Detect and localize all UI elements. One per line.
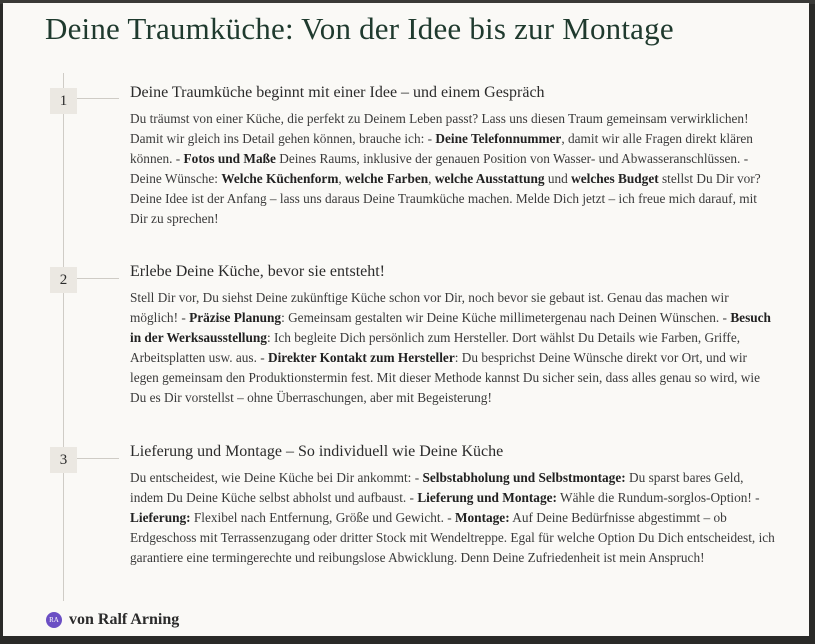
step-connector	[77, 98, 119, 99]
page-title: Deine Traumküche: Von der Idee bis zur Montage	[45, 11, 674, 46]
content-card	[3, 3, 809, 636]
body-text: stellst Du Dir vor? Deine Idee ist der Anfang – lass uns daraus Deine Traumküche machen. Melde Dich jetzt – ich freue mich darauf, mit Dir zu sprechen!	[130, 171, 761, 226]
author-avatar[interactable]: RA	[46, 612, 62, 628]
step-body	[130, 288, 778, 408]
author-byline[interactable]	[46, 611, 179, 629]
step-number-badge: 2	[50, 267, 77, 293]
emphasis-text: Lieferung und Montage:	[417, 490, 557, 505]
body-text: Auf Deine Bedürfnisse abgestimmt – ob Erdgeschoss mit Terrassenzugang oder dritter Stock mit Wendeltreppe. Egal für welche Option Du Dich entscheidest, ich garantiere eine termingerechte und reibungslose Abwicklung. Denn Deine Zufriedenheit ist mein Anspruch!	[130, 510, 775, 565]
emphasis-text: Besuch in der Werksausstellung	[130, 310, 771, 345]
step-body	[130, 109, 778, 229]
body-text: Du entscheidest, wie Deine Küche bei Dir ankommt: -	[130, 470, 423, 485]
emphasis-text: welche Farben	[345, 171, 429, 186]
step-title: Erlebe Deine Küche, bevor sie entsteht!	[130, 263, 386, 280]
body-text: Wähle die Rundum-sorglos-Option! -	[556, 490, 760, 505]
step-connector	[77, 458, 119, 459]
body-text: ,	[428, 171, 435, 186]
emphasis-text: Direkter Kontakt zum Hersteller	[268, 350, 455, 365]
step-connector	[77, 278, 119, 279]
emphasis-text: Selbstabholung und Selbstmontage:	[422, 470, 626, 485]
emphasis-text: Deine Telefonnummer	[435, 131, 562, 146]
emphasis-text: Lieferung:	[130, 510, 191, 525]
emphasis-text: welches Budget	[571, 171, 659, 186]
emphasis-text: Montage:	[454, 510, 510, 525]
emphasis-text: welche Ausstattung	[434, 171, 545, 186]
emphasis-text: Welche Küchenform	[221, 171, 339, 186]
step-title: Deine Traumküche beginnt mit einer Idee – und einem Gespräch	[130, 84, 545, 101]
timeline-line	[63, 73, 64, 601]
step-body	[130, 468, 778, 568]
body-text: Du träumst von einer Küche, die perfekt zu Deinem Leben passt? Lass uns diesen Traum gemeinsam verwirklichen! Damit wir gleich ins Detail gehen können, brauche ich: -	[130, 111, 749, 146]
step-number-badge: 1	[50, 88, 77, 114]
body-text: Stell Dir vor, Du siehst Deine zukünftige Küche schon vor Dir, noch bevor sie gebaut ist. Genau das machen wir möglich! -	[130, 290, 729, 325]
body-text: Deines Raums, inklusive der genauen Position von Wasser- und Abwasseranschlüssen. - Deine Wünsche:	[130, 151, 749, 186]
step-number-badge: 3	[50, 447, 77, 473]
body-text: : Du besprichst Deine Wünsche direkt vor Ort, und wir legen gemeinsam den Produktionstermin fest. Mit dieser Methode kannst Du sicher sein, dass alles genau so wird, wie Du es Dir vorstellst – ohne Überraschungen, aber mit Begeisterung!	[130, 350, 760, 405]
body-text: Du sparst bares Geld, indem Du Deine Küche selbst abholst und aufbaust. -	[130, 470, 744, 505]
author-name[interactable]: von Ralf Arning	[69, 611, 180, 628]
step-title: Lieferung und Montage – So individuell wie Deine Küche	[130, 443, 504, 460]
body-text: : Gemeinsam gestalten wir Deine Küche millimetergenau nach Deinen Wünschen. -	[281, 310, 731, 325]
body-text: ,	[338, 171, 346, 186]
body-text: , damit wir alle Fragen direkt klären können. -	[130, 131, 753, 166]
emphasis-text: Präzise Planung	[189, 310, 282, 325]
body-text: und	[544, 171, 572, 186]
body-text: : Ich begleite Dich persönlich zum Hersteller. Dort wählst Du Details wie Farben, Griffe, Arbeitsplatten usw. aus. -	[130, 330, 741, 365]
emphasis-text: Fotos und Maße	[183, 151, 276, 166]
body-text: Flexibel nach Entfernung, Größe und Gewicht. -	[190, 510, 455, 525]
